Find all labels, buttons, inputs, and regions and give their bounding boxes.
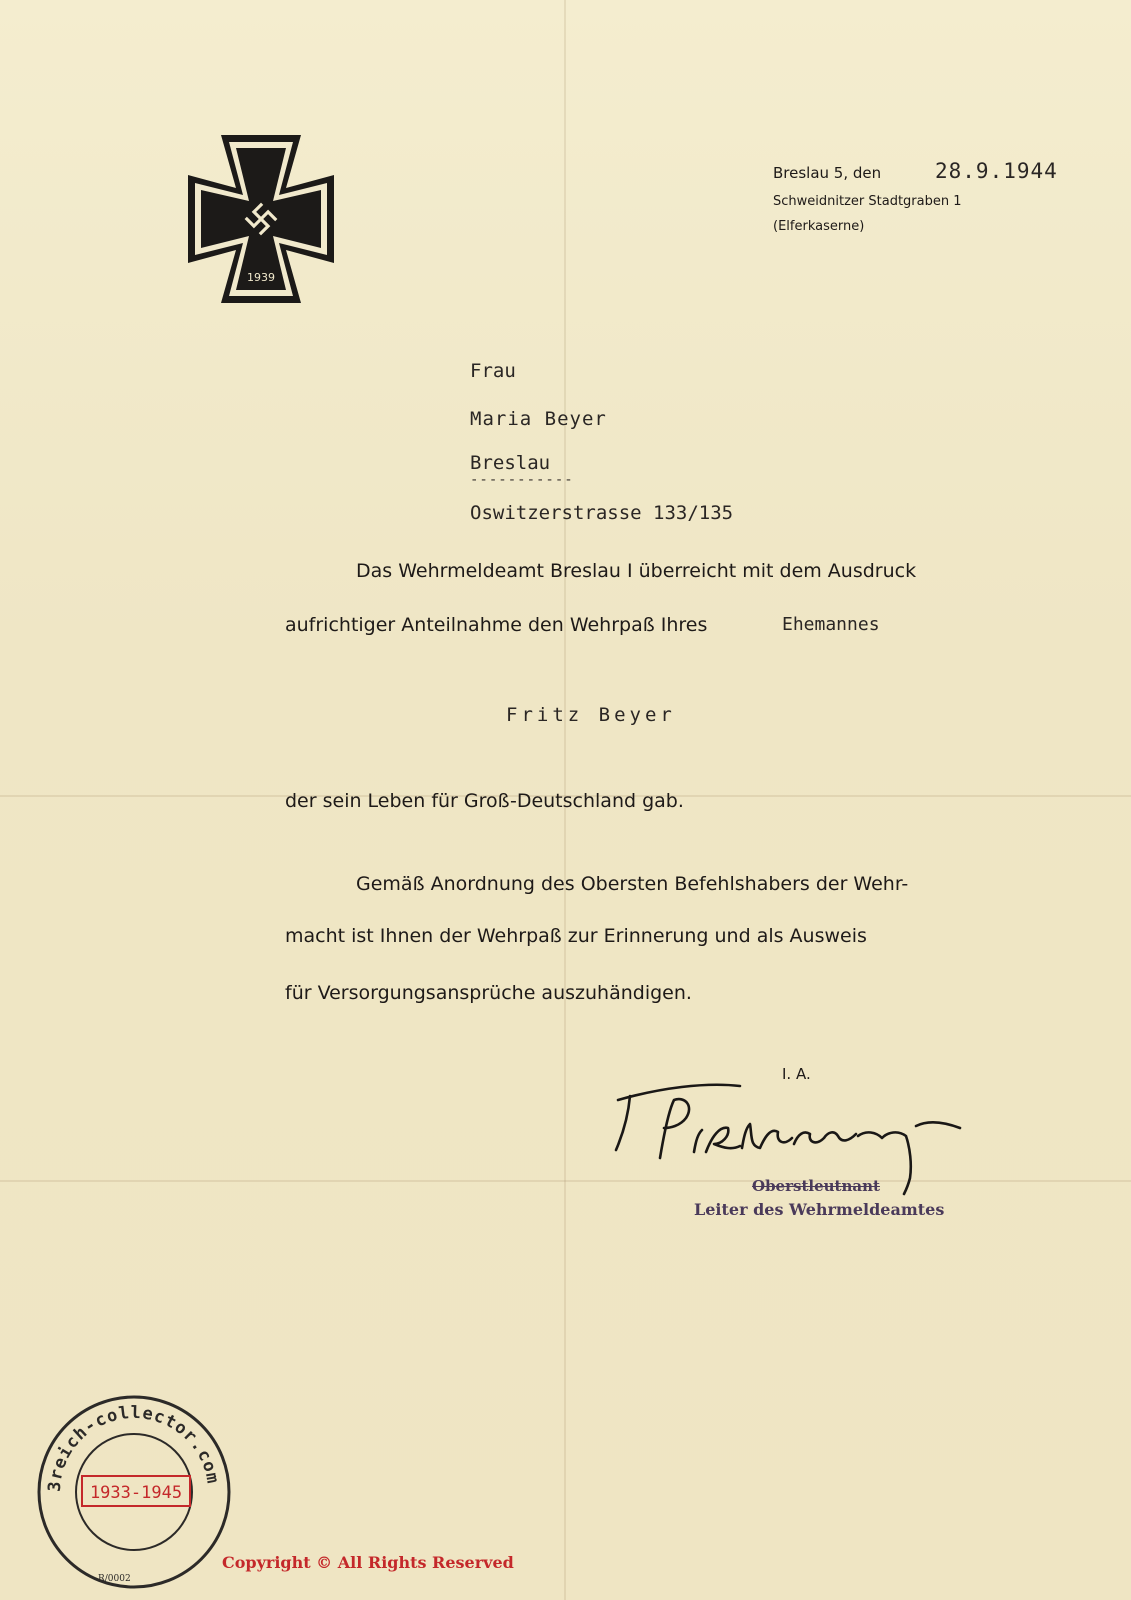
date-value: 28.9.1944 — [935, 159, 1058, 183]
sender-street: Schweidnitzer Stadtgraben 1 — [773, 194, 962, 209]
ia-label: I. A. — [782, 1065, 811, 1083]
deceased-name: Fritz Beyer — [506, 704, 676, 726]
watermark-code: R/0002 — [98, 1574, 131, 1584]
emblem-year: 1939 — [247, 271, 275, 284]
watermark-ring-text: 3reich-collector.com — [44, 1402, 223, 1493]
recipient-city: Breslau — [470, 452, 551, 474]
body-para2: der sein Leben für Groß-Deutschland gab. — [285, 790, 684, 812]
stamp-rank: Oberstleutnant — [752, 1177, 880, 1195]
body-para1-line1: Das Wehrmeldeamt Breslau I überreicht mit dem Ausdruck — [356, 560, 917, 582]
body-para3-line2: macht ist Ihnen der Wehrpaß zur Erinnerung und als Ausweis — [285, 925, 867, 947]
body-para3-line1: Gemäß Anordnung des Obersten Befehlshabers der Wehr- — [356, 873, 909, 895]
copyright-notice: Copyright © All Rights Reserved — [222, 1553, 514, 1572]
stamp-title: Leiter des Wehrmeldeamtes — [694, 1200, 945, 1219]
body-para1-line2: aufrichtiger Anteilnahme den Wehrpaß Ihres — [285, 614, 708, 636]
recipient-name: Maria Beyer — [470, 408, 607, 430]
iron-cross-emblem-icon — [186, 133, 336, 305]
body-para3-line3: für Versorgungsansprüche auszuhändigen. — [285, 982, 692, 1004]
place-date-label: Breslau 5, den — [773, 164, 882, 182]
recipient-salutation: Frau — [470, 360, 516, 382]
watermark-seal-icon — [34, 1392, 234, 1592]
recipient-dash-line: ----------- — [470, 472, 574, 488]
sender-barracks: (Elferkaserne) — [773, 219, 865, 234]
recipient-street: Oswitzerstrasse 133/135 — [470, 502, 734, 524]
relation-typed: Ehemannes — [782, 614, 880, 635]
watermark-years: 1933-1945 — [89, 1483, 183, 1503]
